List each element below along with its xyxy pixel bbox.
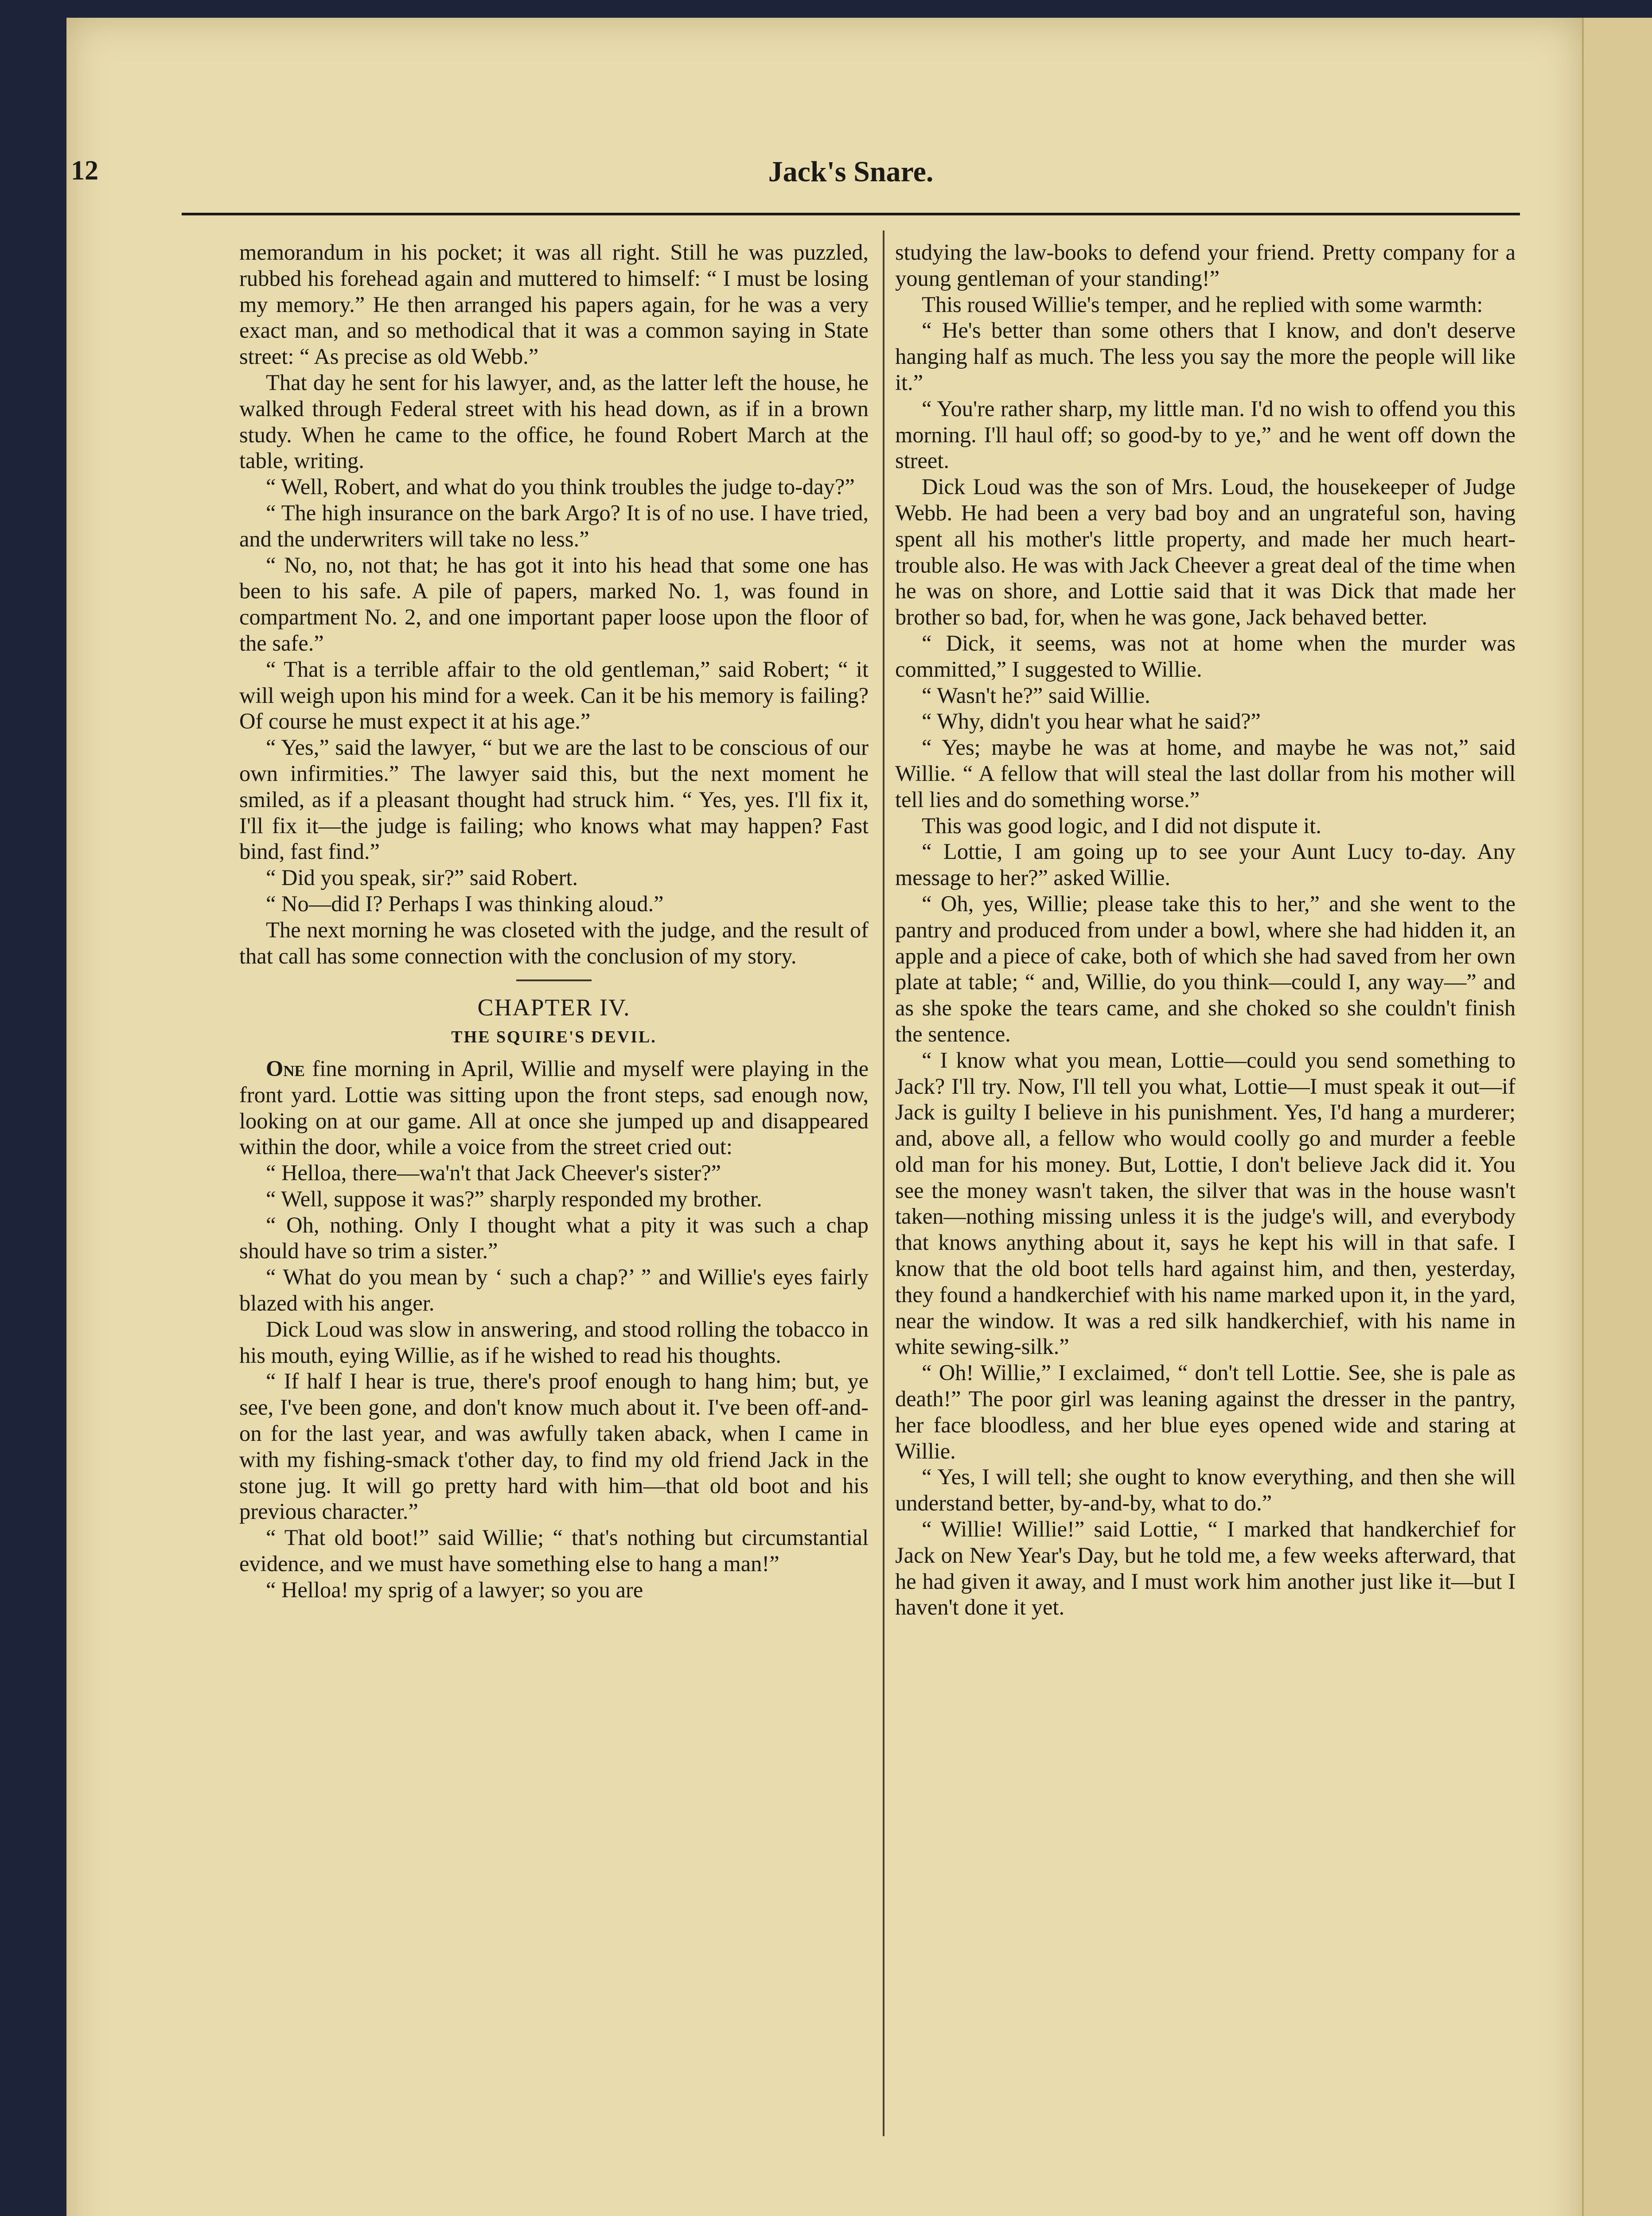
left-column bbox=[239, 239, 869, 1603]
column-divider bbox=[883, 230, 884, 2136]
paragraph: This roused Willie's temper, and he replied with some warmth: bbox=[922, 292, 1483, 317]
paragraph: “ That old boot!” said Willie; “ that's nothing but circumstantial evidence, and we must have something else to hang a man!” bbox=[239, 1525, 869, 1576]
paragraph: “ Well, suppose it was?” sharply responded my brother. bbox=[266, 1186, 762, 1211]
right-column bbox=[895, 239, 1516, 1620]
paragraph: “ Willie! Willie!” said Lottie, “ I marked that handkerchief for Jack on New Year's Day, but he told me, a few weeks afterward, that he had given it away, and I must work him another just like it—but I haven't done it yet. bbox=[895, 1517, 1516, 1620]
paragraph: “ No—did I? Perhaps I was thinking aloud.” bbox=[266, 891, 664, 916]
paragraph: “ Yes,” said the lawyer, “ but we are the last to be conscious of our own infirmities.” The lawyer said this, but the next moment he smiled, as if a pleasant thought had struck him. “ Yes, yes. I'll fix it, I'll fix it—the judge is failing; who knows what may happen? Fast bind, fast find.” bbox=[239, 735, 869, 864]
chapter-subtitle: THE SQUIRE'S DEVIL. bbox=[451, 1028, 657, 1047]
paragraph: “ I know what you mean, Lottie—could you send something to Jack? I'll try. Now, I'll tell you what, Lottie—I must speak it out—if Jack is guilty I believe in his punishment. Yes, I'd hang a murderer; and, above all, a fellow who would coolly go and murder a feeble old man for his money. But, Lottie, I don't believe Jack did it. You see the money wasn't taken, the silver that was in the house wasn't taken—nothing missing unless it is the judge's will, and everybody that knows anything about it, says he kept his will in that safe. I know that the old boot tells hard against him, and then, yesterday, they found a handkerchief with his name marked upon it, in the yard, near the window. It was a red silk handkerchief, with his name in white sewing-silk.” bbox=[895, 1047, 1516, 1359]
paragraph: “ If half I hear is true, there's proof enough to hang him; but, ye see, I've been gone, and don't know much about it. I've been off-and-on for the last year, and was awfully taken aback, when I came in with my fishing-smack t'other day, to find my old friend Jack in the stone jug. It will go pretty hard with him—that old boot and his previous character.” bbox=[239, 1369, 869, 1524]
left-column-text-before-chapter bbox=[239, 239, 869, 969]
paragraph: “ Well, Robert, and what do you think troubles the judge to-day?” bbox=[266, 474, 855, 499]
next-page-edge bbox=[1582, 18, 1652, 2216]
paragraph: “ The high insurance on the bark Argo? It is of no use. I have tried, and the underwriters will take no less.” bbox=[239, 500, 869, 551]
paragraph: “ Wasn't he?” said Willie. bbox=[922, 683, 1150, 708]
left-column-text-after-chapter bbox=[239, 1160, 869, 1603]
paragraph: studying the law-books to defend your friend. Pretty company for a young gentleman of your standing!” bbox=[895, 240, 1516, 291]
page-number: 12 bbox=[71, 156, 98, 186]
paragraph: Dick Loud was the son of Mrs. Loud, the housekeeper of Judge Webb. He had been a very bad boy and an ungrateful son, having spent all his mother's little property, and made her much heart-trouble also. He was with Jack Cheever a great deal of the time when he was on shore, and Lottie said that it was Dick that made her brother so bad, for, when he was gone, Jack behaved better. bbox=[895, 474, 1516, 630]
chapter-first-paragraph bbox=[239, 1056, 869, 1160]
paragraph: “ Yes; maybe he was at home, and maybe he was not,” said Willie. “ A fellow that will steal the last dollar from his mother will tell lies and do something worse.” bbox=[895, 735, 1516, 812]
paragraph: “ He's better than some others that I know, and don't deserve hanging half as much. The less you say the more the people will like it.” bbox=[895, 318, 1516, 395]
paragraph: “ Dick, it seems, was not at home when the murder was committed,” I suggested to Willie. bbox=[895, 630, 1516, 682]
paragraph: This was good logic, and I did not dispute it. bbox=[922, 813, 1321, 838]
paragraph: memorandum in his pocket; it was all right. Still he was puzzled, rubbed his forehead again and muttered to himself: “ I must be losing my memory.” He then arranged his papers again, for he was a very exact man, and so methodical that it was a common saying in State street: “ As precise as old Webb.” bbox=[239, 240, 869, 369]
paragraph: That day he sent for his lawyer, and, as the latter left the house, he walked through Federal street with his head down, as if in a brown study. When he came to the office, he found Robert March at the table, writing. bbox=[239, 370, 869, 473]
paragraph: “ That is a terrible affair to the old gentleman,” said Robert; “ it will weigh upon his mind for a week. Can it be his memory is failing? Of course he must expect it at his age.” bbox=[239, 656, 869, 734]
paragraph: “ Oh, yes, Willie; please take this to her,” and she went to the pantry and produced from under a bowl, where she had hidden it, an apple and a piece of cake, both of which she had saved from her own plate at table; “ and, Willie, do you think—could I, any way—” and as she spoke the tears came, and she choked so she couldn't finish the sentence. bbox=[895, 891, 1516, 1046]
paragraph: The next morning he was closeted with the judge, and the result of that call has some connection with the conclusion of my story. bbox=[239, 917, 869, 968]
paragraph: “ Lottie, I am going up to see your Aunt Lucy to-day. Any message to her?” asked Willie. bbox=[895, 839, 1516, 890]
header-rule bbox=[182, 146, 1520, 215]
paragraph: “ Helloa! my sprig of a lawyer; so you are bbox=[266, 1577, 643, 1602]
paragraph: “ Helloa, there—wa'n't that Jack Cheever's sister?” bbox=[266, 1160, 721, 1186]
paragraph: “ Why, didn't you hear what he said?” bbox=[922, 709, 1261, 734]
chapter-heading: CHAPTER IV. bbox=[477, 994, 631, 1021]
chapter-first-word: One bbox=[266, 1056, 305, 1081]
paragraph: “ What do you mean by ‘ such a chap?’ ” and Willie's eyes fairly blazed with his anger. bbox=[239, 1264, 869, 1316]
paragraph: “ Oh! Willie,” I exclaimed, “ don't tell Lottie. See, she is pale as death!” The poor girl was leaning against the dresser in the pantry, her face bloodless, and her blue eyes opened wide and staring at Willie. bbox=[895, 1360, 1516, 1463]
paragraph: “ Yes, I will tell; she ought to know everything, and then she will understand better, by-and-by, what to do.” bbox=[895, 1464, 1516, 1516]
running-title: Jack's Snare. bbox=[768, 156, 934, 188]
paragraph: “ You're rather sharp, my little man. I'd no wish to offend you this morning. I'll haul off; so good-by to ye,” and he went off down the street. bbox=[895, 396, 1516, 473]
chapter-first-paragraph-text: fine morning in April, Willie and myself were playing in the front yard. Lottie was sitting upon the front steps, sad enough now, looking on at our game. All at once she jumped up and disappeared within the door, while a voice from the street cried out: bbox=[239, 1056, 869, 1159]
paragraph: Dick Loud was slow in answering, and stood rolling the tobacco in his mouth, eying Willie, as if he wished to read his thoughts. bbox=[239, 1316, 869, 1368]
right-column-text bbox=[895, 239, 1516, 1620]
section-rule bbox=[516, 979, 592, 981]
paragraph: “ Did you speak, sir?” said Robert. bbox=[266, 865, 578, 890]
paragraph: “ Oh, nothing. Only I thought what a pity it was such a chap should have so trim a sister.” bbox=[239, 1212, 869, 1264]
paragraph: “ No, no, not that; he has got it into his head that some one has been to his safe. A pile of papers, marked No. 1, was found in compartment No. 2, and one important paper loose upon the floor of the safe.” bbox=[239, 552, 869, 655]
